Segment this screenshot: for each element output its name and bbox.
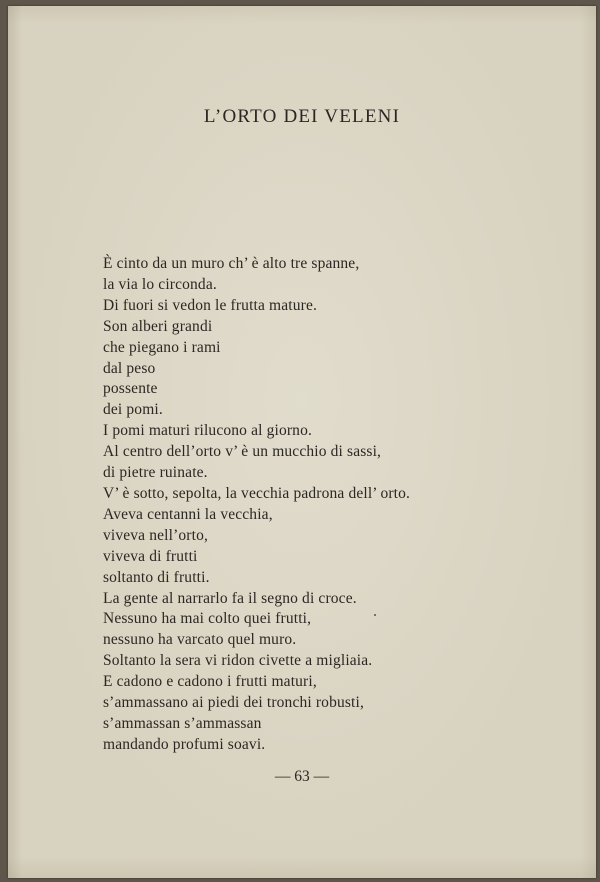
poem-line: di pietre ruinate. — [103, 464, 208, 482]
page-number: — 63 — — [274, 768, 330, 785]
poem-line: viveva di frutti — [103, 547, 198, 565]
poem-line: la via lo circonda. — [103, 275, 217, 293]
poem-line: Di fuori si vedon le frutta mature. — [103, 296, 318, 314]
poem-line: Soltanto la sera vi ridon civette a migliaia. — [103, 652, 373, 670]
poem-line: I pomi maturi rilucono al giorno. — [103, 422, 312, 440]
poem-line: possente — [103, 380, 158, 398]
poem-line: s’ammassan s’ammassan — [103, 714, 262, 732]
poem-line: È cinto da un muro ch’ è alto tre spanne, — [103, 255, 360, 272]
poem-line: Nessuno ha mai colto quei frutti, — [103, 610, 312, 628]
poem-line: soltanto di frutti. — [103, 568, 210, 586]
paper-speck — [374, 614, 376, 616]
poem-line: viveva nell’orto, — [103, 526, 208, 544]
poem-line: mandando profumi soavi. — [103, 735, 266, 753]
poem-line: dal peso — [103, 359, 156, 377]
poem-line: E cadono e cadono i frutti maturi, — [103, 673, 317, 691]
book-page — [8, 6, 596, 878]
poem-line: V’ è sotto, sepolta, la vecchia padrona dell’ orto. — [103, 484, 411, 502]
poem-line: nessuno ha varcato quel muro. — [103, 631, 297, 649]
poem-line: dei pomi. — [103, 401, 163, 419]
poem-line: Son alberi grandi — [103, 317, 213, 335]
poem-line: Aveva centanni la vecchia, — [103, 505, 273, 523]
poem-line: che piegano i rami — [103, 338, 221, 356]
poem-line: s’ammassano ai piedi dei tronchi robusti, — [103, 694, 364, 712]
poem-line: Al centro dell’orto v’ è un mucchio di sassi, — [103, 443, 382, 461]
poem-title: L’ORTO DEI VELENI — [203, 106, 401, 127]
poem-line: La gente al narrarlo fa il segno di croce. — [103, 589, 357, 607]
poem-body — [103, 254, 410, 756]
